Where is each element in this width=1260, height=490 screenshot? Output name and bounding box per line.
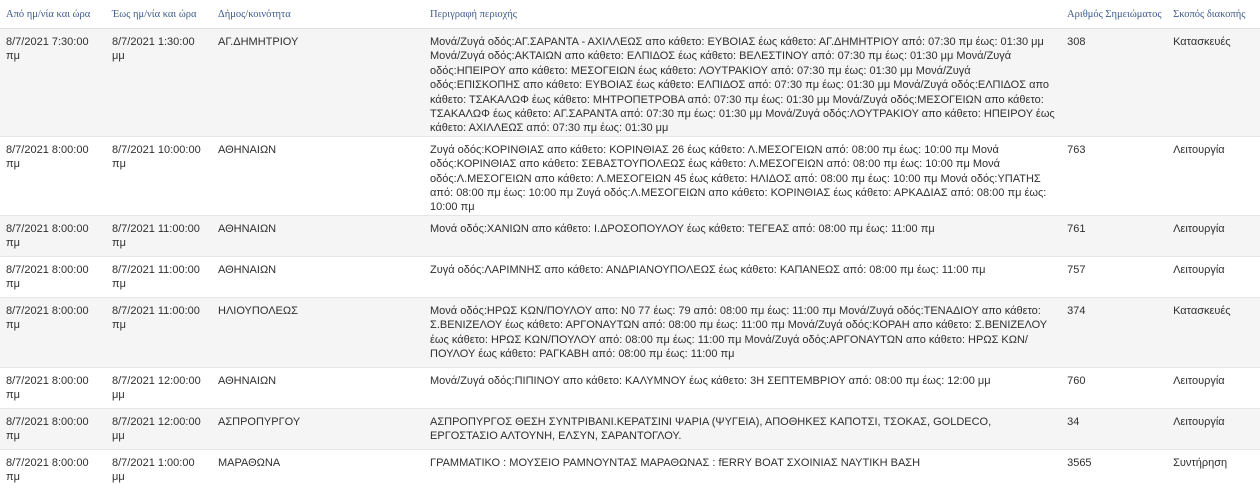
column-header-municipality[interactable]: Δήμος/κοινότητα bbox=[212, 0, 424, 29]
table-row bbox=[0, 449, 1260, 490]
table-row bbox=[0, 29, 1260, 137]
cell-description: ΓΡΑΜΜΑΤΙΚΟ : ΜΟΥΣΕΙΟ ΡΑΜΝΟΥΝΤΑΣ ΜΑΡΑΘΩΝΑΣ : fERRY BOAT ΣΧΟΙΝΙΑΣ ΝΑΥΤΙΚΗ ΒΑΣΗ bbox=[424, 449, 1061, 490]
cell-municipality: ΑΘΗΝΑΙΩΝ bbox=[212, 367, 424, 408]
cell-municipality: ΗΛΙΟΥΠΟΛΕΩΣ bbox=[212, 297, 424, 367]
cell-to: 8/7/2021 1:30:00 μμ bbox=[106, 29, 212, 137]
table-row bbox=[0, 408, 1260, 449]
cell-purpose: Λειτουργία bbox=[1167, 215, 1260, 256]
cell-purpose: Λειτουργία bbox=[1167, 256, 1260, 297]
cell-number: 374 bbox=[1061, 297, 1167, 367]
table-header-row bbox=[0, 0, 1260, 29]
cell-purpose: Κατασκευές bbox=[1167, 297, 1260, 367]
cell-description: ΑΣΠΡΟΠΥΡΓΟΣ ΘΕΣΗ ΣΥΝΤΡΙΒΑΝΙ.ΚΕΡΑΤΣΙΝΙ ΨΑΡΙΑ (ΨΥΓΕΙΑ), ΑΠΟΘΗΚΕΣ ΚΑΠΟΤΣΙ, ΤΣΟΚΑΣ, GOLDECO, ΕΡΓΟΣΤΑΣΙΟ ΑΛΤΟΥΝΗ, ΕΛΣΥΝ, ΣΑΡΑΝΤΟΓΛΟΥ. bbox=[424, 408, 1061, 449]
cell-description: Μονά οδός:ΧΑΝΙΩΝ απο κάθετο: Ι.ΔΡΟΣΟΠΟΥΛΟΥ έως κάθετο: ΤΕΓΕΑΣ από: 08:00 πμ έως: 11:00 πμ bbox=[424, 215, 1061, 256]
cell-purpose: Λειτουργία bbox=[1167, 136, 1260, 215]
cell-number: 761 bbox=[1061, 215, 1167, 256]
cell-to: 8/7/2021 11:00:00 πμ bbox=[106, 297, 212, 367]
cell-from: 8/7/2021 7:30:00 πμ bbox=[0, 29, 106, 137]
cell-to: 8/7/2021 10:00:00 πμ bbox=[106, 136, 212, 215]
cell-purpose: Συντήρηση bbox=[1167, 449, 1260, 490]
cell-description: Μονά οδός:ΗΡΩΣ ΚΩΝ/ΠΟΥΛΟΥ απο: Ν0 77 έως: 79 από: 08:00 πμ έως: 11:00 πμ Μονά/Ζυγά οδός:ΤΕΝΑΔΙΟΥ απο κάθετο: Σ.ΒΕΝΙΖΕΛΟΥ έως κάθετο: ΑΡΓΟΝΑΥΤΩΝ από: 08:00 πμ έως: 11:00 πμ Μονά/Ζυγά οδός:ΚΟΡΑΗ απο κάθετο: Σ.ΒΕΝΙΖΕΛΟΥ έως κάθετο: ΗΡΩΣ ΚΩΝ/ΠΟΥΛΟΥ από: 08:00 πμ έως: 11:00 πμ Μονά/Ζυγά οδός:ΑΡΓΟΝΑΥΤΩΝ απο κάθετο: ΗΡΩΣ ΚΩΝ/ΠΟΥΛΟΥ έως κάθετο: ΡΑΓΚΑΒΗ από: 08:00 πμ έως: 11:00 πμ bbox=[424, 297, 1061, 367]
cell-to: 8/7/2021 1:00:00 μμ bbox=[106, 449, 212, 490]
cell-from: 8/7/2021 8:00:00 πμ bbox=[0, 408, 106, 449]
column-header-to[interactable]: Έως ημ/νία και ώρα bbox=[106, 0, 212, 29]
column-header-number[interactable]: Αριθμός Σημειώματος bbox=[1061, 0, 1167, 29]
column-header-description[interactable]: Περιγραφή περιοχής bbox=[424, 0, 1061, 29]
cell-municipality: ΑΘΗΝΑΙΩΝ bbox=[212, 256, 424, 297]
cell-number: 760 bbox=[1061, 367, 1167, 408]
column-header-purpose[interactable]: Σκοπός διακοπής bbox=[1167, 0, 1260, 29]
cell-number: 34 bbox=[1061, 408, 1167, 449]
cell-municipality: ΜΑΡΑΘΩΝΑ bbox=[212, 449, 424, 490]
cell-purpose: Κατασκευές bbox=[1167, 29, 1260, 137]
table-row bbox=[0, 256, 1260, 297]
cell-from: 8/7/2021 8:00:00 πμ bbox=[0, 136, 106, 215]
cell-number: 757 bbox=[1061, 256, 1167, 297]
cell-purpose: Λειτουργία bbox=[1167, 367, 1260, 408]
cell-number: 3565 bbox=[1061, 449, 1167, 490]
cell-municipality: ΑΣΠΡΟΠΥΡΓΟΥ bbox=[212, 408, 424, 449]
cell-number: 308 bbox=[1061, 29, 1167, 137]
table-row bbox=[0, 297, 1260, 367]
cell-to: 8/7/2021 12:00:00 μμ bbox=[106, 367, 212, 408]
table-row bbox=[0, 136, 1260, 215]
cell-municipality: ΑΓ.ΔΗΜΗΤΡΙΟΥ bbox=[212, 29, 424, 137]
cell-description: Μονά/Ζυγά οδός:ΠΙΠΙΝΟΥ απο κάθετο: ΚΑΛΥΜΝΟΥ έως κάθετο: 3Η ΣΕΠΤΕΜΒΡΙΟΥ από: 08:00 πμ έως: 12:00 μμ bbox=[424, 367, 1061, 408]
cell-municipality: ΑΘΗΝΑΙΩΝ bbox=[212, 215, 424, 256]
cell-from: 8/7/2021 8:00:00 πμ bbox=[0, 449, 106, 490]
cell-from: 8/7/2021 8:00:00 πμ bbox=[0, 215, 106, 256]
cell-to: 8/7/2021 11:00:00 πμ bbox=[106, 215, 212, 256]
cell-description: Ζυγά οδός:ΚΟΡΙΝΘΙΑΣ απο κάθετο: ΚΟΡΙΝΘΙΑΣ 26 έως κάθετο: Λ.ΜΕΣΟΓΕΙΩΝ από: 08:00 πμ έως: 10:00 πμ Μονά οδός:ΚΟΡΙΝΘΙΑΣ απο κάθετο: ΣΕΒΑΣΤΟΥΠΟΛΕΩΣ έως κάθετο: Λ.ΜΕΣΟΓΕΙΩΝ από: 08:00 πμ έως: 10:00 πμ Μονά οδός:Λ.ΜΕΣΟΓΕΙΩΝ απο κάθετο: Λ.ΜΕΣΟΓΕΙΩΝ 45 έως κάθετο: ΗΛΙΔΟΣ από: 08:00 πμ έως: 10:00 πμ Μονά οδός:ΥΠΑΤΗΣ από: 08:00 πμ έως: 10:00 πμ Ζυγά οδός:Λ.ΜΕΣΟΓΕΙΩΝ απο κάθετο: ΚΟΡΙΝΘΙΑΣ έως κάθετο: ΑΡΚΑΔΙΑΣ από: 08:00 πμ έως: 10:00 πμ bbox=[424, 136, 1061, 215]
cell-to: 8/7/2021 12:00:00 μμ bbox=[106, 408, 212, 449]
cell-purpose: Λειτουργία bbox=[1167, 408, 1260, 449]
cell-to: 8/7/2021 11:00:00 πμ bbox=[106, 256, 212, 297]
cell-description: Μονά/Ζυγά οδός:ΑΓ.ΣΑΡΑΝΤΑ - ΑΧΙΛΛΕΩΣ απο κάθετο: ΕΥΒΟΙΑΣ έως κάθετο: ΑΓ.ΔΗΜΗΤΡΙΟΥ από: 07:30 πμ έως: 01:30 μμ Μονά/Ζυγά οδός:ΑΚΤΑΙΩΝ απο κάθετο: ΕΛΠΙΔΟΣ έως κάθετο: ΒΕΛΕΣΤΙΝΟΥ από: 07:30 πμ έως: 01:30 μμ Μονά/Ζυγά οδός:ΗΠΕΙΡΟΥ απο κάθετο: ΜΕΣΟΓΕΙΩΝ έως κάθετο: ΛΟΥΤΡΑΚΙΟΥ από: 07:30 πμ έως: 01:30 μμ Μονά/Ζυγά οδός:ΕΠΙΣΚΟΠΗΣ απο κάθετο: ΕΥΒΟΙΑΣ έως κάθετο: ΕΛΠΙΔΟΣ από: 07:30 πμ έως: 01:30 μμ Μονά/Ζυγά οδός:ΕΛΠΙΔΟΣ απο κάθετο: ΤΣΑΚΑΛΩΦ έως κάθετο: ΜΗΤΡΟΠΕΤΡΟΒΑ από: 07:30 πμ έως: 01:30 μμ Μονά/Ζυγά οδός:ΜΕΣΟΓΕΙΩΝ απο κάθετο: ΤΣΑΚΑΛΩΦ έως κάθετο: ΑΓ.ΣΑΡΑΝΤΑ από: 07:30 πμ έως: 01:30 μμ Μονά/Ζυγά οδός:ΛΟΥΤΡΑΚΙΟΥ απο κάθετο: ΗΠΕΙΡΟΥ έως κάθετο: ΑΧΙΛΛΕΩΣ από: 07:30 πμ έως: 01:30 μμ bbox=[424, 29, 1061, 137]
table-row bbox=[0, 215, 1260, 256]
cell-from: 8/7/2021 8:00:00 πμ bbox=[0, 256, 106, 297]
cell-description: Ζυγά οδός:ΛΑΡΙΜΝΗΣ απο κάθετο: ΑΝΔΡΙΑΝΟΥΠΟΛΕΩΣ έως κάθετο: ΚΑΠΑΝΕΩΣ από: 08:00 πμ έως: 11:00 πμ bbox=[424, 256, 1061, 297]
cell-from: 8/7/2021 8:00:00 πμ bbox=[0, 297, 106, 367]
column-header-from[interactable]: Από ημ/νία και ώρα bbox=[0, 0, 106, 29]
table-row bbox=[0, 367, 1260, 408]
cell-municipality: ΑΘΗΝΑΙΩΝ bbox=[212, 136, 424, 215]
cell-from: 8/7/2021 8:00:00 πμ bbox=[0, 367, 106, 408]
cell-number: 763 bbox=[1061, 136, 1167, 215]
